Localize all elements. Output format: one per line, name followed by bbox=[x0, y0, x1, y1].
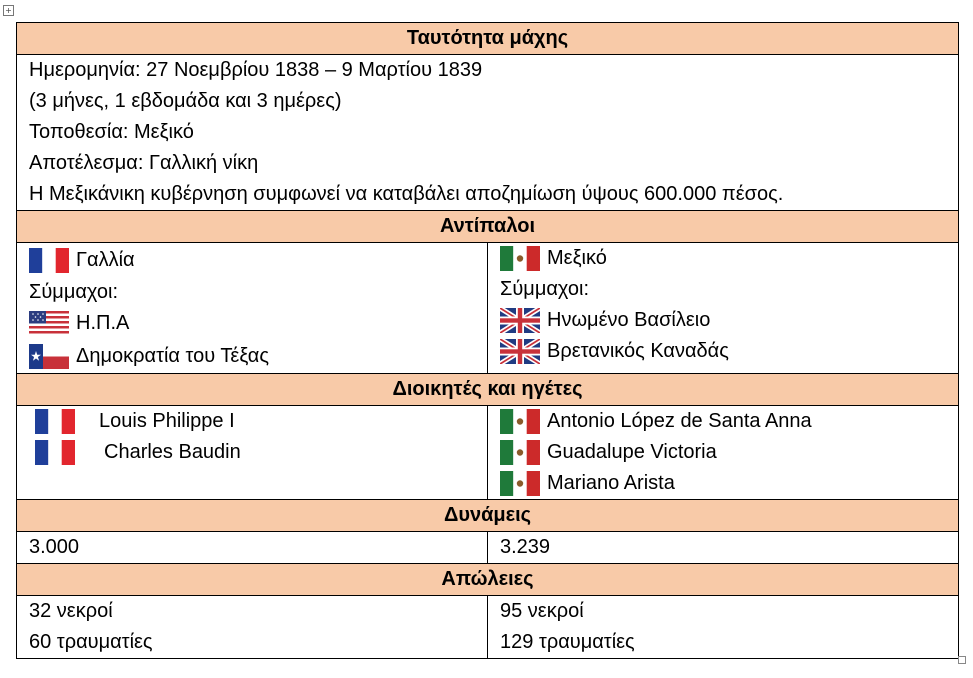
ally-name: Δημοκρατία του Τέξας bbox=[76, 344, 269, 367]
header-casualties: Απώλειες bbox=[17, 564, 959, 596]
mexico-flag-icon bbox=[500, 246, 540, 271]
header-identity: Ταυτότητα μάχης bbox=[17, 23, 959, 55]
mexico-flag-icon bbox=[500, 471, 540, 496]
allies-label-left: Σύμμαχοι: bbox=[29, 281, 118, 303]
casualties-right-wounded: 129 τραυματίες bbox=[500, 631, 635, 653]
casualties-right-killed: 95 νεκροί bbox=[500, 600, 584, 622]
ally-name: Ηνωμένο Βασίλειο bbox=[547, 309, 711, 331]
commander-name: Guadalupe Victoria bbox=[547, 441, 717, 463]
commander-name: Louis Philippe I bbox=[99, 410, 235, 432]
commander-name: Mariano Arista bbox=[547, 472, 675, 494]
casualties-left-cell bbox=[17, 596, 488, 659]
commander-name: Charles Baudin bbox=[104, 441, 241, 463]
belligerents-left-cell bbox=[17, 243, 488, 374]
result-line: Αποτέλεσμα: Γαλλική νίκη bbox=[29, 152, 259, 174]
header-strength: Δυνάμεις bbox=[17, 500, 959, 532]
commander-santa-anna bbox=[500, 406, 946, 437]
header-belligerents: Αντίπαλοι bbox=[17, 211, 959, 243]
ally-name: Η.Π.Α bbox=[76, 312, 130, 334]
commander-guadalupe-victoria bbox=[500, 437, 946, 468]
identity-cell bbox=[17, 55, 959, 211]
table-resize-handle[interactable] bbox=[958, 656, 966, 664]
battle-infobox-table bbox=[16, 22, 959, 659]
strength-left-cell bbox=[17, 532, 488, 564]
commanders-left-cell bbox=[17, 406, 488, 500]
date-line: Ημερομηνία: 27 Νοεμβρίου 1838 – 9 Μαρτίου 1839 bbox=[29, 59, 483, 81]
usa-flag-icon bbox=[29, 311, 69, 336]
ally-usa bbox=[29, 308, 475, 339]
commander-mariano-arista bbox=[500, 468, 946, 499]
france-flag-icon bbox=[35, 440, 75, 465]
belligerent-france bbox=[29, 243, 475, 277]
belligerent-mexico bbox=[500, 243, 946, 274]
ally-name: Βρετανικός Καναδάς bbox=[547, 340, 729, 362]
location-line: Τοποθεσία: Μεξικό bbox=[29, 121, 194, 143]
texas-flag-icon bbox=[29, 344, 69, 369]
mexico-flag-icon bbox=[500, 440, 540, 465]
duration-line: (3 μήνες, 1 εβδομάδα και 3 ημέρες) bbox=[29, 90, 342, 112]
casualties-left-killed: 32 νεκροί bbox=[29, 600, 113, 622]
uk-flag-icon bbox=[500, 308, 540, 333]
commander-name: Antonio López de Santa Anna bbox=[547, 410, 812, 432]
table-move-handle-icon[interactable]: + bbox=[3, 5, 14, 16]
uk-flag-icon bbox=[500, 339, 540, 364]
ally-uk bbox=[500, 305, 946, 336]
allies-label-right: Σύμμαχοι: bbox=[500, 278, 589, 300]
france-flag-icon bbox=[35, 409, 75, 434]
commander-charles-baudin bbox=[29, 437, 475, 468]
ally-british-canada bbox=[500, 336, 946, 367]
ally-texas bbox=[29, 339, 475, 373]
belligerents-right-cell bbox=[488, 243, 959, 374]
belligerent-name: Γαλλία bbox=[76, 248, 135, 271]
casualties-right-cell bbox=[488, 596, 959, 659]
header-commanders: Διοικητές και ηγέτες bbox=[17, 374, 959, 406]
mexico-flag-icon bbox=[500, 409, 540, 434]
strength-right-value: 3.239 bbox=[500, 536, 551, 558]
commander-louis-philippe bbox=[29, 406, 475, 437]
france-flag-icon bbox=[29, 248, 69, 273]
belligerent-name: Μεξικό bbox=[547, 247, 607, 269]
commanders-right-cell bbox=[488, 406, 959, 500]
strength-right-cell bbox=[488, 532, 959, 564]
casualties-left-wounded: 60 τραυματίες bbox=[29, 631, 153, 653]
strength-left-value: 3.000 bbox=[29, 536, 80, 558]
reparations-line: Η Μεξικάνικη κυβέρνηση συμφωνεί να καταβάλει αποζημίωση ύψους 600.000 πέσος. bbox=[29, 183, 784, 205]
